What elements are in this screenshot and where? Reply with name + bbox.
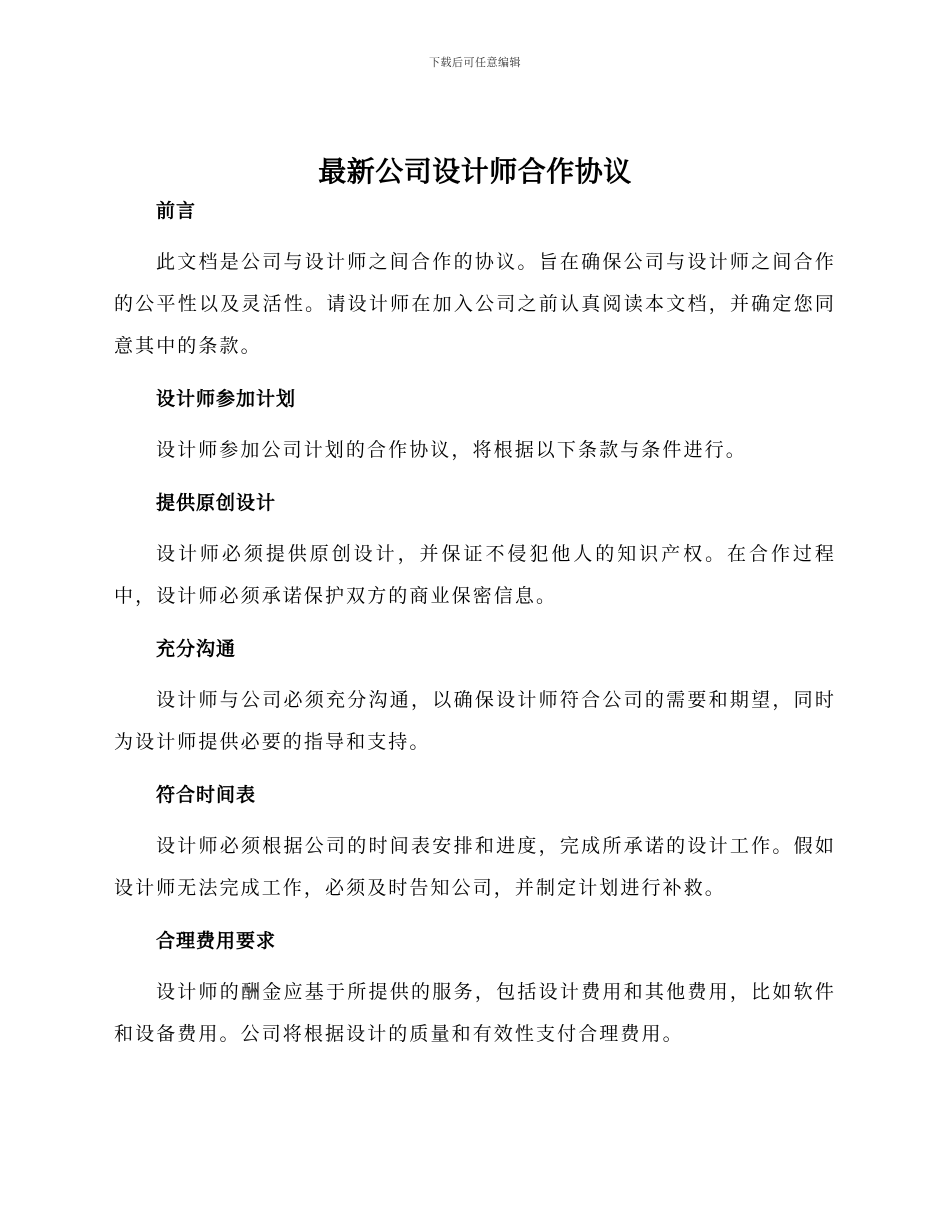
- section-paragraph: 设计师必须根据公司的时间表安排和进度，完成所承诺的设计工作。假如设计师无法完成工作，必须及时告知公司，并制定计划进行补救。: [114, 835, 836, 899]
- section-heading: 提供原创设计: [156, 492, 277, 514]
- section-paragraph: 设计师必须提供原创设计，并保证不侵犯他人的知识产权。在合作过程中，设计师必须承诺保护双方的商业保密信息。: [114, 543, 836, 607]
- section-preface: [114, 196, 836, 367]
- section-heading: 充分沟通: [156, 638, 237, 660]
- section-communication: [114, 634, 836, 763]
- section-paragraph: 此文档是公司与设计师之间合作的协议。旨在确保公司与设计师之间合作的公平性以及灵活性。请设计师在加入公司之前认真阅读本文档，并确定您同意其中的条款。: [114, 251, 836, 357]
- section-designer-plan: [114, 384, 836, 471]
- section-fees: [114, 926, 836, 1055]
- section-original-design: [114, 488, 836, 617]
- section-heading: 设计师参加计划: [156, 388, 297, 410]
- page-header-note: 下载后可任意编辑: [429, 56, 521, 69]
- section-paragraph: 设计师的酬金应基于所提供的服务，包括设计费用和其他费用，比如软件和设备费用。公司将根据设计的质量和有效性支付合理费用。: [114, 981, 836, 1045]
- section-heading: 合理费用要求: [156, 930, 277, 952]
- document-title: 最新公司设计师合作协议: [318, 155, 632, 188]
- section-paragraph: 设计师参加公司计划的合作协议，将根据以下条款与条件进行。: [156, 439, 747, 461]
- section-schedule: [114, 780, 836, 909]
- document-body: [114, 196, 836, 1072]
- section-heading: 前言: [156, 200, 197, 222]
- section-heading: 符合时间表: [156, 784, 257, 806]
- section-paragraph: 设计师与公司必须充分沟通，以确保设计师符合公司的需要和期望，同时为设计师提供必要的指导和支持。: [114, 689, 836, 753]
